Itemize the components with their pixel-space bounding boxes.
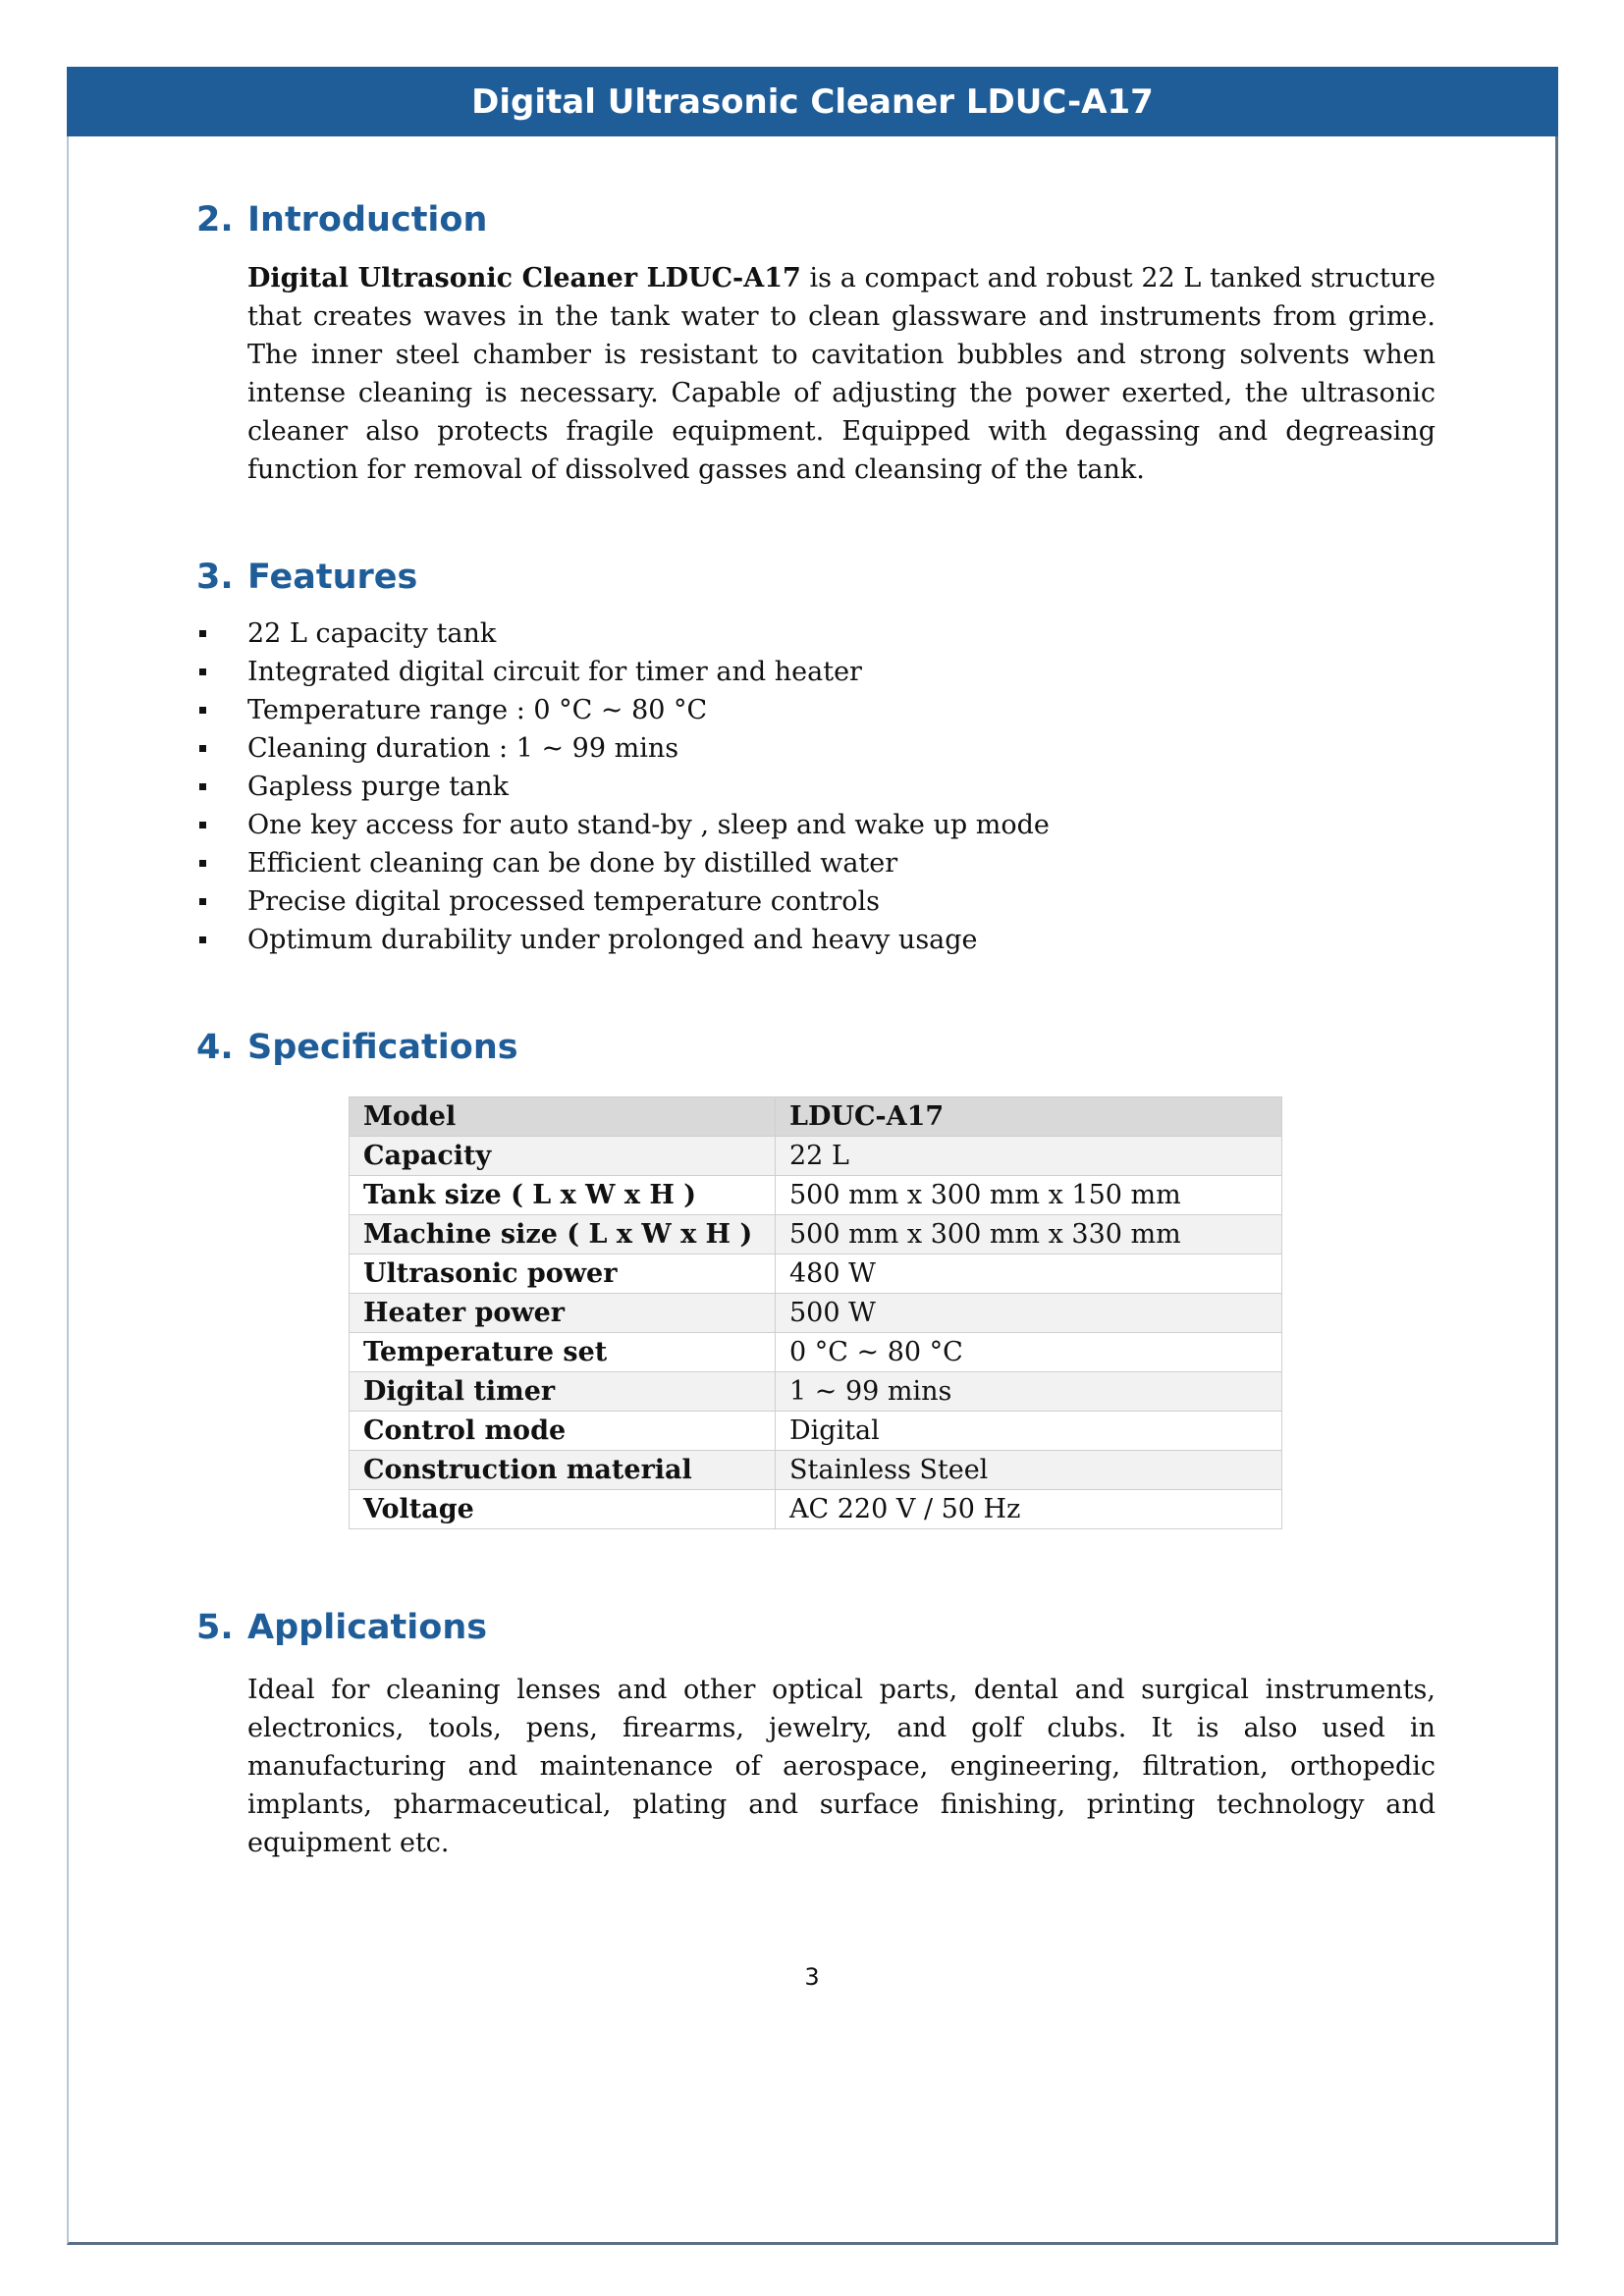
page-number: 3 [804,1963,820,1991]
table-row [350,1372,1282,1412]
spec-value-cell: AC 220 V / 50 Hz [776,1490,1282,1529]
features-list [196,614,1435,959]
section-number: 2. [196,200,234,240]
table-row [350,1333,1282,1372]
table-row [350,1412,1282,1451]
spec-value-cell: 1 ~ 99 mins [776,1372,1282,1412]
feature-text: Efficient cleaning can be done by distilled water [247,848,898,879]
applications-paragraph: Ideal for cleaning lenses and other optical parts, dental and surgical instruments, electronics, tools, pens, firearms, jewelry, and golf clubs. It is also used in manufacturing and maintenance of aerospace, engineering, filtration, orthopedic implants, pharmaceutical, plating and surface finishing, printing technology and equipment etc. [247,1675,1435,1858]
section-title: Features [247,558,418,597]
spec-value-cell: LDUC-A17 [776,1097,1282,1137]
square-bullet-icon [199,707,206,714]
spec-value-cell: Digital [776,1412,1282,1451]
feature-text: Temperature range : 0 °C ~ 80 °C [247,695,708,725]
spec-label-cell: Capacity [350,1137,776,1176]
section-number: 4. [196,1028,234,1067]
table-row [350,1176,1282,1215]
feature-text: Cleaning duration : 1 ~ 99 mins [247,733,679,764]
feature-text: Integrated digital circuit for timer and heater [247,657,862,687]
spec-value-cell: 0 °C ~ 80 °C [776,1333,1282,1372]
square-bullet-icon [199,898,206,905]
feature-item [247,882,1435,921]
square-bullet-icon [199,936,206,943]
spec-label-cell: Machine size ( L x W x H ) [350,1215,776,1255]
square-bullet-icon [199,822,206,828]
section-title: Specifications [247,1028,518,1067]
section-heading-features [196,550,1435,605]
feature-item [247,653,1435,691]
spec-label-cell: Voltage [350,1490,776,1529]
document-title: Digital Ultrasonic Cleaner LDUC-A17 [471,81,1154,122]
section-number: 5. [196,1608,234,1647]
feature-text: Optimum durability under prolonged and heavy usage [247,925,978,955]
feature-text: Gapless purge tank [247,772,509,802]
spec-value-cell: 500 W [776,1294,1282,1333]
feature-text: One key access for auto stand-by , sleep and wake up mode [247,810,1050,840]
section-heading-specifications [196,1020,1435,1075]
spec-value-cell: 22 L [776,1137,1282,1176]
feature-text: Precise digital processed temperature controls [247,886,881,917]
spec-value-cell: 480 W [776,1255,1282,1294]
table-row [350,1097,1282,1137]
table-row [350,1490,1282,1529]
introduction-lead: Digital Ultrasonic Cleaner LDUC-A17 [247,263,801,294]
section-title: Introduction [247,200,488,240]
section-number: 3. [196,558,234,597]
specifications-table [349,1096,1282,1529]
spec-label-cell: Ultrasonic power [350,1255,776,1294]
feature-item [247,921,1435,959]
spec-label-cell: Construction material [350,1451,776,1490]
page-content [196,192,1435,1862]
feature-item [247,729,1435,768]
square-bullet-icon [199,668,206,675]
spec-label-cell: Digital timer [350,1372,776,1412]
square-bullet-icon [199,745,206,752]
square-bullet-icon [199,630,206,637]
table-row [350,1137,1282,1176]
feature-item [247,844,1435,882]
section-heading-applications [196,1600,1435,1655]
spec-label-cell: Heater power [350,1294,776,1333]
spec-label-cell: Model [350,1097,776,1137]
spec-value-cell: Stainless Steel [776,1451,1282,1490]
spec-value-cell: 500 mm x 300 mm x 150 mm [776,1176,1282,1215]
introduction-paragraph [247,259,1435,489]
table-row [350,1215,1282,1255]
spec-label-cell: Control mode [350,1412,776,1451]
spec-value-cell: 500 mm x 300 mm x 330 mm [776,1215,1282,1255]
square-bullet-icon [199,783,206,790]
document-header [67,67,1558,136]
table-row [350,1294,1282,1333]
spec-label-cell: Temperature set [350,1333,776,1372]
feature-item [247,691,1435,729]
feature-item [247,614,1435,653]
feature-item [247,806,1435,844]
feature-item [247,768,1435,806]
section-heading-introduction [196,192,1435,247]
table-row [350,1451,1282,1490]
introduction-body: is a compact and robust 22 L tanked structure that creates waves in the tank water to clean glassware and instruments from grime. The inner steel chamber is resistant to cavitation bubbles and strong solvents when intense cleaning is necessary. Capable of adjusting the power exerted, the ultrasonic cleaner also protects fragile equipment. Equipped with degassing and degreasing function for removal of dissolved gasses and cleansing of the tank. [247,263,1436,485]
table-row [350,1255,1282,1294]
feature-text: 22 L capacity tank [247,618,497,649]
section-title: Applications [247,1608,488,1647]
square-bullet-icon [199,860,206,867]
spec-label-cell: Tank size ( L x W x H ) [350,1176,776,1215]
